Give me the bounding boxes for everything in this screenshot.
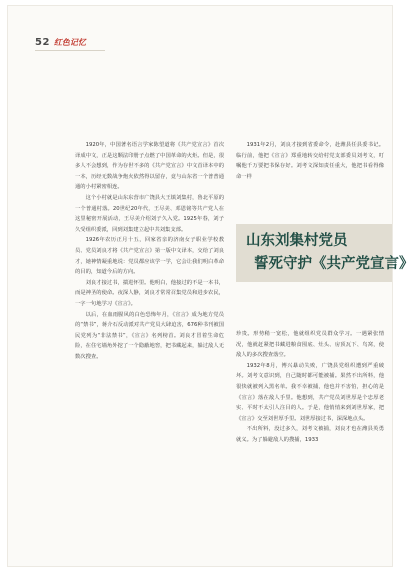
headline-line-1: 山东刘集村党员 xyxy=(246,233,348,249)
page-header xyxy=(35,35,86,49)
paragraph: 以后，在血雨腥风的白色恐怖年月，《宣言》成为地方党员的“禁书”，蒋介石反动派对共产党员大肆迫害，676种书刊被国民党列为“非法禁书”，《宣言》名列榜首。刘良才冒着生命危险，在住宅墙角外挖了一个隐蔽地窖，把书藏起来，躲过敌人无数次搜查。 xyxy=(75,311,224,360)
paragraph: 这个小村就是山东东营市广饶县大王镇刘集村，鲁北平原的一个普通村落。20世纪20年代，王尽美、邓恩铭等共产党人在这里秘密开展活动，王尽美介绍刘子久入党。1925年春，刘子久受组织委派，回到刘集建立起中共刘集支部。 xyxy=(75,194,224,233)
article-headline xyxy=(246,230,414,276)
paragraph: 刘良才接过书，揣进怀里。他明白，他接过的不是一本书，而是神圣的使命。夜深人静，刘良才常常召集党员和进步农民，一字一句地学习《宣言》。 xyxy=(75,279,224,307)
paragraph: 不出所料，没过多久，刘考文被捕，刘良才也在潍县英勇就义。为了躲避敌人的搜捕，1933 xyxy=(236,426,384,443)
header-divider xyxy=(35,50,105,51)
left-column xyxy=(75,140,224,362)
headline-banner xyxy=(236,224,414,282)
paragraph: 1931年2月，刘良才接到省委命令，赴潍县任县委书记。临行前，他把《宣言》郑重地转交给村党支部委员刘考文，叮嘱他千万要把书保存好。刘考文深知责任重大，他把书看得像命一样 xyxy=(236,142,384,180)
magazine-page xyxy=(8,6,414,566)
page-number: 52 xyxy=(35,36,50,48)
paragraph: 1926年农历正月十五，回家省亲的济南女子职业学校教员、党员刘良才将《共产党宣言》第一版中文译本，交给了刘良才，她神情凝重地说：党员都应该学一学，它会让我们明白革命的目的，知道今后的方向。 xyxy=(75,237,224,276)
right-column-bottom xyxy=(236,329,384,446)
right-column-top xyxy=(236,140,384,182)
paragraph: 1920年，中国著名语言学家陈望道将《共产党宣言》首次译成中文，正是这颗法印册子点燃了中国革命的火炬。但是，很多人不会想到，作为存世不多的《共产党宣言》中文首译本中的一本，历经无数战争炮火依然得以留存，竟与山东省一个普普通通的小村紧密相连。 xyxy=(75,142,224,191)
headline-line-2: 誓死守护《共产党宣言》 xyxy=(254,256,414,272)
paragraph: 1932年8月，博兴暴动失败，广饶县党组织遭到严重破坏。刘考文意识到，自己随时都可能被捕。果然不出所料，他很快就被列入黑名单。我不幸被捕，他也并不害怕，担心的是《宣言》落在敌人手里。他想到，共产党员刘世厚是个忠厚老实、平时不太引人注目的人。于是，他悄悄来到刘世厚家，把《宣言》交至刘世厚手里。刘世厚接过书，深深地点头。 xyxy=(236,362,384,422)
paragraph: 珍贵。形势稍一宽松，他就组织党员群众学习。一遇紧张情况，他就赶紧把书藏进粮食囤底、灶头、房顶瓦下、鸟窝，使敌人的多次搜查落空。 xyxy=(236,331,384,359)
section-logo: 红色记忆 xyxy=(53,37,86,47)
